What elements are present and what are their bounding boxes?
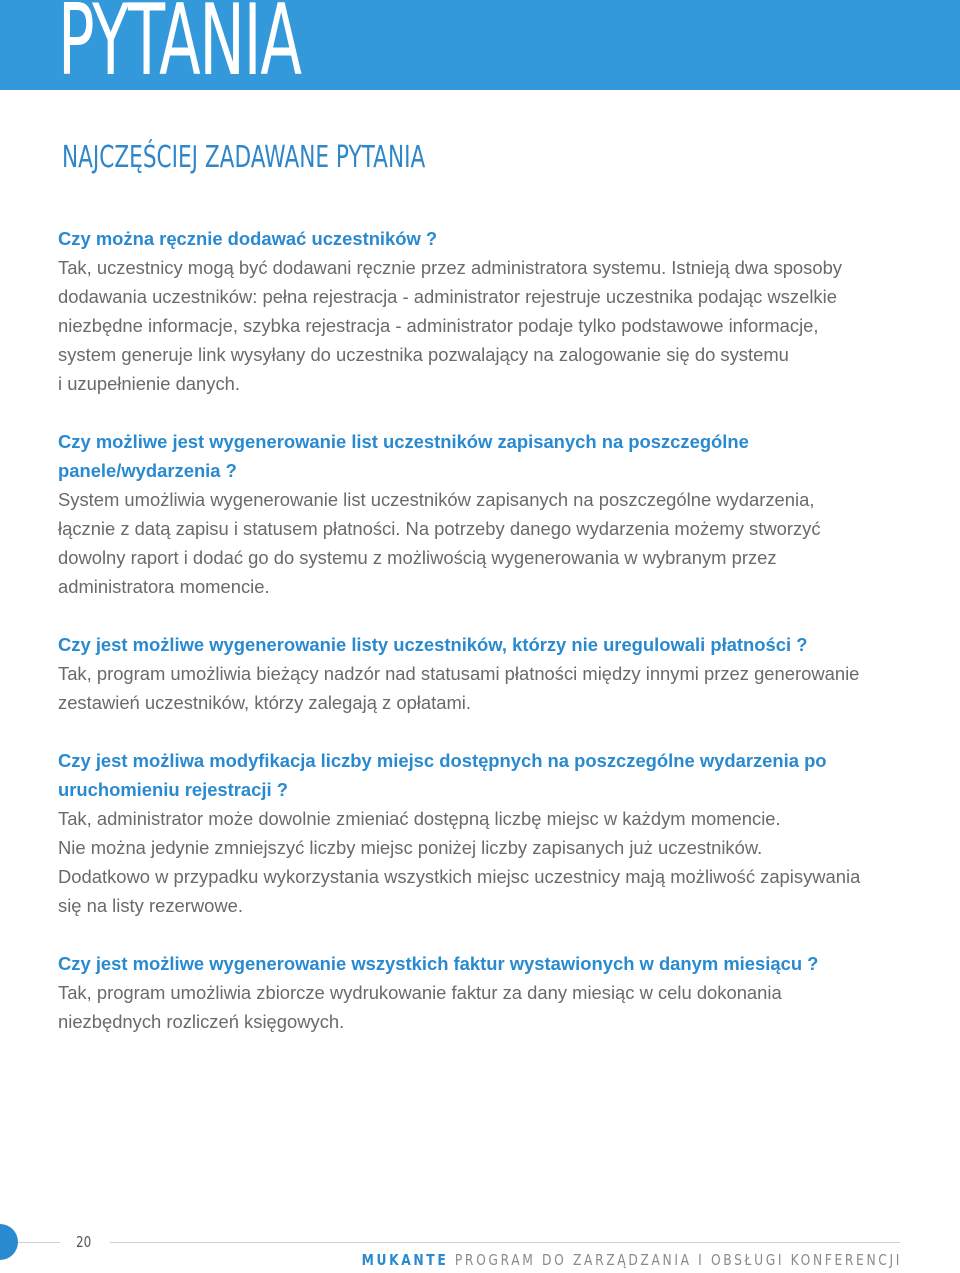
- faq-question: Czy możliwe jest wygenerowanie list uczestników zapisanych na poszczególne panele/wydarzenia ?: [58, 431, 749, 481]
- page-marker-dot: [0, 1224, 18, 1260]
- footer-tagline: PROGRAM DO ZARZĄDZANIA I OBSŁUGI KONFERENCJI: [454, 1251, 902, 1269]
- footer-divider-right: [110, 1242, 900, 1243]
- page-title: PYTANIA: [58, 0, 301, 90]
- faq-question: Czy jest możliwe wygenerowanie wszystkich faktur wystawionych w danym miesiącu ?: [58, 953, 819, 974]
- faq-answer: System umożliwia wygenerowanie list uczestników zapisanych na poszczególne wydarzenia, łącznie z datą zapisu i statusem płatności. Na potrzeby danego wydarzenia możemy stworzyć dowolny raport i dodać go do systemu z możliwością wygenerowania w wybranym przez administratora momencie.: [58, 489, 821, 597]
- faq-question: Czy jest możliwe wygenerowanie listy uczestników, którzy nie uregulowali płatności ?: [58, 634, 808, 655]
- faq-item: [58, 949, 918, 1036]
- header-banner: [0, 0, 960, 90]
- faq-answer: Tak, program umożliwia zbiorcze wydrukowanie faktur za dany miesiąc w celu dokonania niezbędnych rozliczeń księgowych.: [58, 982, 782, 1032]
- faq-item: [58, 427, 918, 601]
- faq-item: [58, 224, 918, 398]
- faq-question: Czy można ręcznie dodawać uczestników ?: [58, 228, 438, 249]
- faq-answer: Tak, uczestnicy mogą być dodawani ręcznie przez administratora systemu. Istnieją dwa sposoby dodawania uczestników: pełna rejestracja - administrator rejestruje uczestnika podając wszelkie niezbędne informacje, szybka rejestracja - administrator podaje tylko podstawowe informacje, system generuje link wysyłany do uczestnika pozwalający na zalogowanie się do systemu i uzupełnienie danych.: [58, 257, 843, 394]
- faq-item: [58, 746, 918, 920]
- section-subtitle: NAJCZĘŚCIEJ ZADAWANE PYTANIA: [62, 140, 426, 175]
- footer-brand-line: [362, 1251, 902, 1269]
- footer-brand: MUKANTE: [361, 1251, 449, 1269]
- faq-list: [58, 224, 918, 1065]
- footer-divider-left: [18, 1242, 60, 1243]
- faq-item: [58, 630, 918, 717]
- faq-answer: Tak, program umożliwia bieżący nadzór nad statusami płatności między innymi przez generowanie zestawień uczestników, którzy zalegają z opłatami.: [58, 663, 860, 713]
- faq-question: Czy jest możliwa modyfikacja liczby miejsc dostępnych na poszczególne wydarzenia po uruchomieniu rejestracji ?: [58, 750, 827, 800]
- page-number: 20: [76, 1233, 92, 1251]
- faq-answer: Tak, administrator może dowolnie zmieniać dostępną liczbę miejsc w każdym momencie. Nie można jedynie zmniejszyć liczby miejsc poniżej liczby zapisanych już uczestników. Dodatkowo w przypadku wykorzystania wszystkich miejsc uczestnicy mają możliwość zapisywania się na listy rezerwowe.: [58, 808, 861, 916]
